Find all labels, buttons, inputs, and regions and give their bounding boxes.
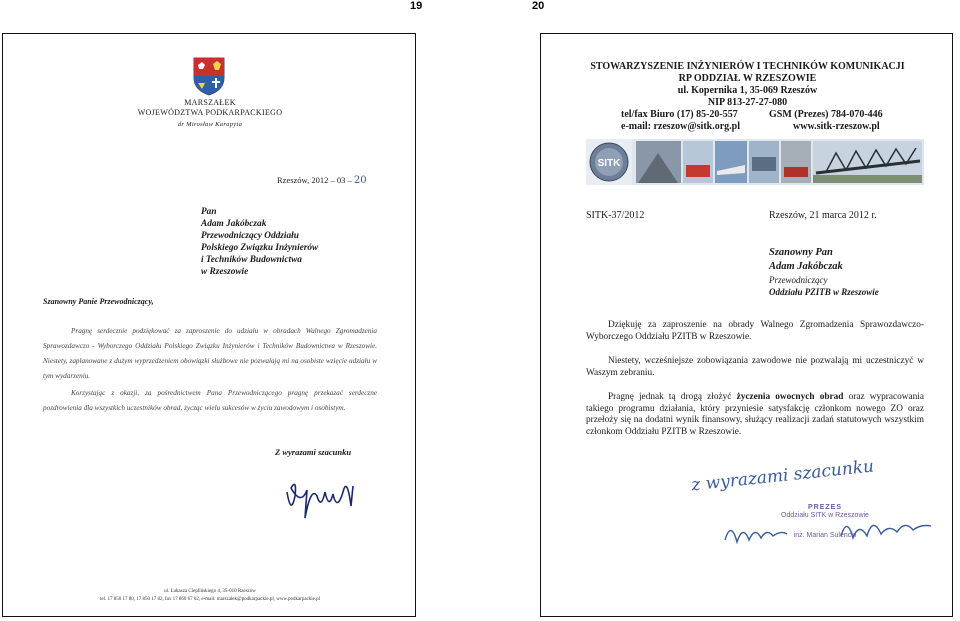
recipient-line: Pan xyxy=(201,207,217,217)
recipient-line: Polskiego Związku Inżynierów xyxy=(201,243,319,253)
letter-sitk xyxy=(540,33,953,617)
salutation: Szanowny Panie Przewodniczący, xyxy=(43,297,154,306)
org-branch: RP ODDZIAŁ W RZESZOWIE xyxy=(678,73,817,84)
recipient-line: Adam Jakóbczak xyxy=(769,261,843,272)
recipient-line: Przewodniczący Oddziału xyxy=(201,231,299,241)
org-nip: NIP 813-27-27-080 xyxy=(707,97,788,108)
footer-contact: tel. 17 850 17 80, 17 850 17 82, fax 17 860 67 02, e-mail: marszalek@podkarpackie.pl, www.podkarpackie.pl xyxy=(99,597,321,602)
org-name: STOWARZYSZENIE INŻYNIERÓW I TECHNIKÓW KOMUNIKACJI xyxy=(590,61,905,72)
reference-number: SITK-37/2012 xyxy=(586,210,645,221)
body-paragraph: Niestety, wcześniejsze zobowiązania zawodowe nie pozwalają mi uczestniczyć w Waszym zebraniu. xyxy=(586,356,924,378)
issuer-title-line2: WOJEWÓDZTWA PODKARPACKIEGO xyxy=(137,108,283,117)
place-date: Rzeszów, 2012 – 03 – 20 xyxy=(277,175,367,186)
signature-icon xyxy=(281,466,361,526)
coat-of-arms-icon xyxy=(192,56,226,96)
sitk-logo-text: SITK xyxy=(597,158,621,169)
recipient-line: w Rzeszowie xyxy=(201,267,249,277)
recipient-line: Oddziału PZITB w Rzeszowie xyxy=(769,287,879,297)
body-paragraph: Pragnę serdecznie podziękować za zaproszenie do udziału w obradach Walnego Zgromadzenia Sprawozdawczo - Wyborczego Oddziału Polskiego Związku Inżynierów i Techników Budownictwa w Rzeszowie. Niestety, zaplanowane z dużym wyprzedzeniem obowiązki służbowe nie pozwalają mi na osobiste wzięcie udziału w tym wydarzeniu. xyxy=(43,327,377,380)
closing: Z wyrazami szacunku xyxy=(275,447,352,457)
handwritten-day: 20 xyxy=(353,175,367,186)
org-www: www.sitk-rzeszow.pl xyxy=(793,121,880,132)
org-tel: tel/fax Biuro (17) 85-20-557 xyxy=(621,109,738,120)
page-number-right: 20 xyxy=(532,0,545,12)
issuer-person: dr Mirosław Karapyta xyxy=(177,121,243,128)
recipient-line: i Techników Budownictwa xyxy=(201,255,302,265)
body-paragraph: Dziękuję za zaproszenie na obrady Walnego Zgromadzenia Sprawozdawczo-Wyborczego Oddziału PZITB w Rzeszowie. xyxy=(586,320,924,342)
recipient-line: Szanowny Pan xyxy=(769,247,833,258)
body-paragraph: Korzystając z okazji, za pośrednictwem Pana Przewodniczącego pragnę przekazać serdeczne pozdrowienia dla wszystkich uczestników obrad, życząc wielu sukcesów w życiu zawodowym i osobistym. xyxy=(43,389,377,412)
place-date: Rzeszów, 21 marca 2012 r. xyxy=(769,210,877,221)
president-stamp: PREZES Oddziału SITK w Rzeszowie inż. Marian Sulencki xyxy=(781,504,869,539)
org-address: ul. Kopernika 1, 35-069 Rzeszów xyxy=(677,85,818,96)
footer-address: ul. Łukasza Cieplińskiego 4, 35-010 Rzeszów xyxy=(164,589,256,594)
letter-marszalek xyxy=(2,33,416,617)
recipient-line: Adam Jakóbczak xyxy=(201,219,267,229)
page-number-left: 19 xyxy=(410,0,423,12)
transport-banner-image xyxy=(586,139,924,185)
issuer-title: MARSZAŁEK xyxy=(184,98,236,107)
org-gsm: GSM (Prezes) 784-070-446 xyxy=(769,109,883,120)
org-email: e-mail: rzeszow@sitk.org.pl xyxy=(621,121,740,132)
recipient-line: Przewodniczący xyxy=(769,275,828,285)
handwritten-greeting: z wyrazami szacunku xyxy=(690,456,875,496)
signature-icon xyxy=(721,506,941,556)
body-paragraph: Pragnę jednak tą drogą złożyć życzenia owocnych obrad oraz wypracowania takiego programu działania, który przyniesie satysfakcję członkom nowego ZO oraz przełoży się na dodatni wynik finansowy, służący realizacji zadań statutowych wszystkim członkom Oddziału PZITB w Rzeszowie. xyxy=(586,392,924,438)
